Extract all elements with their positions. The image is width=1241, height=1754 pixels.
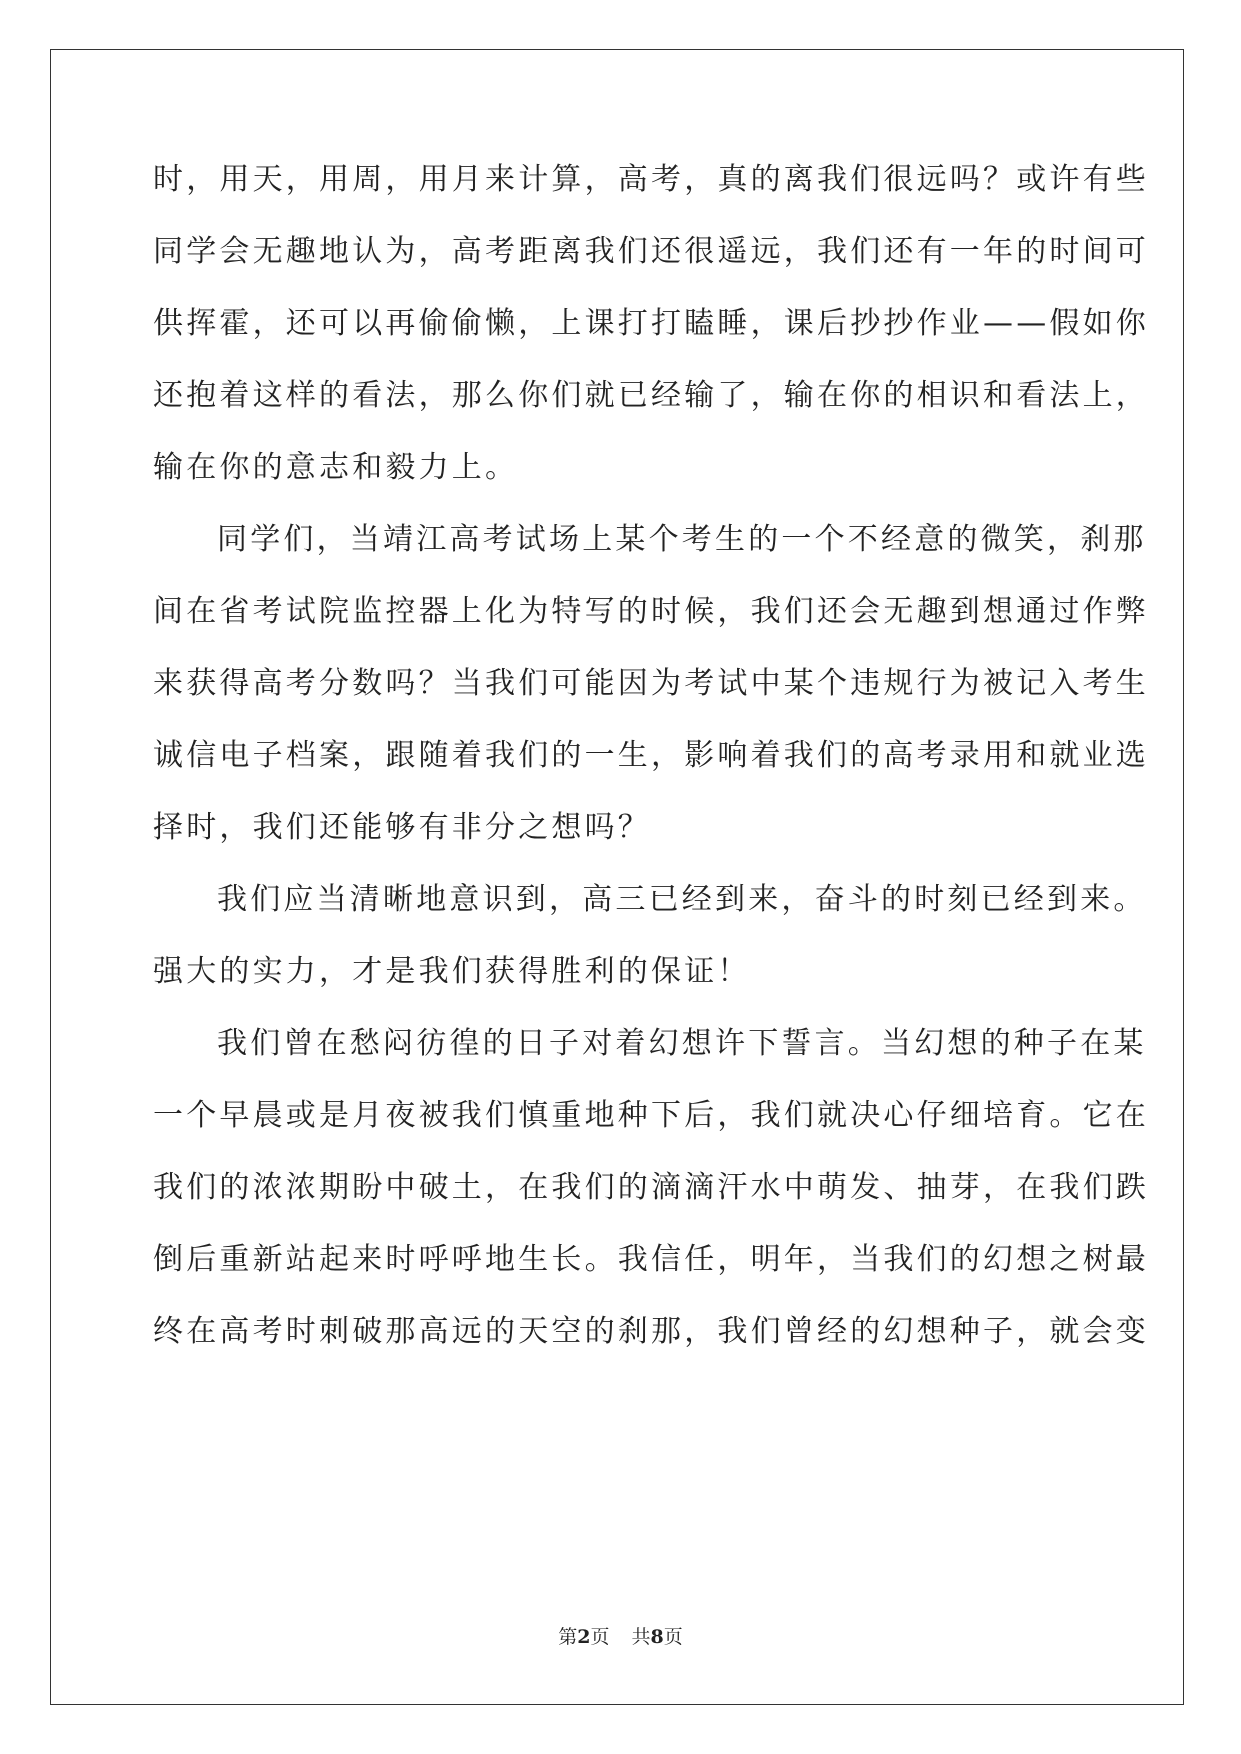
total-unit: 页 bbox=[663, 1626, 683, 1648]
text-line: 间在省考试院监控器上化为特写的时候，我们还会无趣到想通过作弊 bbox=[153, 594, 1149, 629]
current-page-number: 2 bbox=[577, 1626, 591, 1648]
page-footer bbox=[0, 1622, 1241, 1649]
text-line: 还抱着这样的看法，那么你们就已经输了，输在你的相识和看法上， bbox=[153, 378, 1149, 413]
paragraph-first-line: 我们曾在愁闷彷徨的日子对着幻想许下誓言。当幻想的种子在某 bbox=[217, 1026, 1147, 1061]
text-line: 同学会无趣地认为，高考距离我们还很遥远，我们还有一年的时间可 bbox=[153, 234, 1149, 269]
paragraph-first-line: 我们应当清晰地意识到，高三已经到来，奋斗的时刻已经到来。 bbox=[217, 882, 1147, 917]
total-pages-number: 8 bbox=[650, 1626, 664, 1648]
page-border bbox=[50, 49, 1184, 1705]
text-line: 来获得高考分数吗？当我们可能因为考试中某个违规行为被记入考生 bbox=[153, 666, 1149, 701]
text-line: 强大的实力，才是我们获得胜利的保证！ bbox=[153, 954, 751, 989]
page-prefix: 第 bbox=[558, 1626, 578, 1648]
text-line: 一个早晨或是月夜被我们慎重地种下后，我们就决心仔细培育。它在 bbox=[153, 1098, 1149, 1133]
text-line: 终在高考时刺破那高远的天空的刹那，我们曾经的幻想种子，就会变 bbox=[153, 1314, 1149, 1349]
total-prefix: 共 bbox=[631, 1626, 651, 1648]
text-line: 倒后重新站起来时呼呼地生长。我信任，明年，当我们的幻想之树最 bbox=[153, 1242, 1149, 1277]
paragraph-first-line: 同学们，当靖江高考试场上某个考生的一个不经意的微笑，刹那 bbox=[217, 522, 1147, 557]
page-unit: 页 bbox=[590, 1626, 610, 1648]
text-line: 诚信电子档案，跟随着我们的一生，影响着我们的高考录用和就业选 bbox=[153, 738, 1149, 773]
text-line: 我们的浓浓期盼中破土，在我们的滴滴汗水中萌发、抽芽，在我们跌 bbox=[153, 1170, 1149, 1205]
text-line: 择时，我们还能够有非分之想吗？ bbox=[153, 810, 651, 845]
text-line: 输在你的意志和毅力上。 bbox=[153, 450, 519, 485]
text-line: 时，用天，用周，用月来计算，高考，真的离我们很远吗？或许有些 bbox=[153, 162, 1149, 197]
text-line: 供挥霍，还可以再偷偷懒，上课打打瞌睡，课后抄抄作业——假如你 bbox=[153, 306, 1149, 341]
